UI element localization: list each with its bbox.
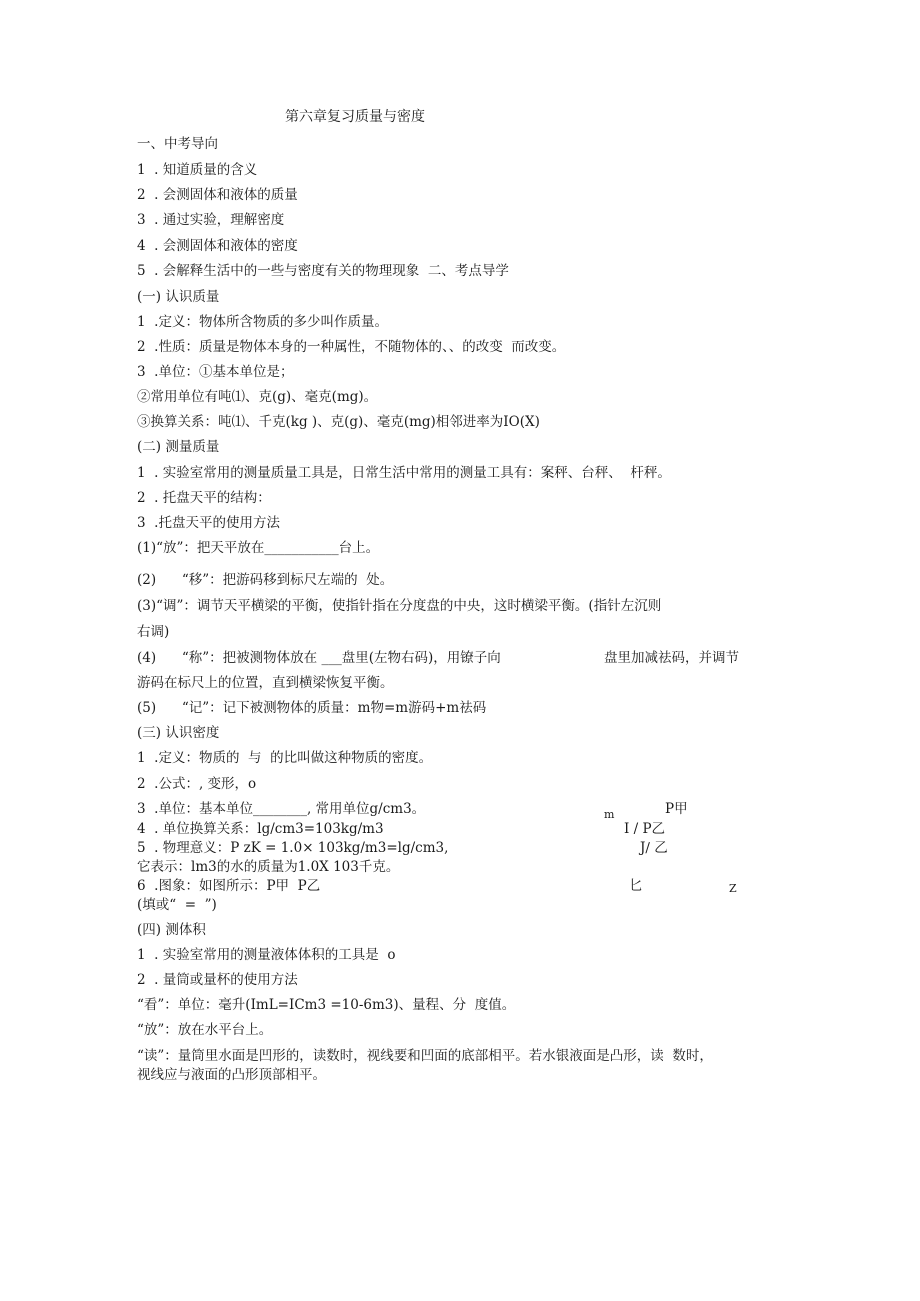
text-line: 4 . 单位换算关系：lg/cm3=103kg/m3 (137, 821, 384, 837)
text-line: “放”：放在水平台上。 (137, 1022, 273, 1038)
text-line: (1)“放”：把天平放在___________台上。 (137, 540, 380, 556)
graph-label-p-yi: I / P乙 (624, 821, 666, 837)
text-line: (填或“ = ”) (137, 897, 217, 913)
section-heading: (一) 认识质量 (137, 289, 220, 305)
text-line: (2) “移”：把游码移到标尺左端的 处。 (137, 572, 394, 588)
section-heading: (三) 认识密度 (137, 725, 220, 741)
text-line: 1 .定义：物质的 与 的比叫做这种物质的密度。 (137, 750, 433, 766)
text-line: 一、中考导向 (137, 136, 218, 152)
text-line: 1 . 实验室常用的测量液体体积的工具是 o (137, 947, 396, 963)
graph-label-p-jia: P甲 (665, 801, 688, 817)
text-line: 5 . 物理意义：P zK = 1.0× 103kg/m3=lg/cm3, (137, 840, 449, 856)
graph-label-line-yi: J∕ 乙 (640, 840, 668, 856)
text-line: 1 . 实验室常用的测量质量工具是，日常生活中常用的测量工具有：案秤、台秤、 杆秤。 (137, 465, 671, 481)
text-line: 3 .托盘天平的使用方法 (137, 515, 280, 531)
section-heading: (四) 测体积 (137, 922, 206, 938)
text-line: 3 . 通过实验，理解密度 (137, 212, 285, 228)
text-line: 6 .图象：如图所示：P甲 P乙 (137, 878, 321, 894)
page-title: 第六章复习质量与密度 (285, 109, 425, 125)
text-line: ③换算关系：吨⑴、千克(kg )、克(g)、毫克(mg)相邻进率为IO(X) (137, 414, 540, 430)
text-line: 5 . 会解释生活中的一些与密度有关的物理现象 二、考点导学 (137, 263, 509, 279)
text-line: 视线应与液面的凸形顶部相平。 (137, 1067, 326, 1083)
text-line: 它表示：lm3的水的质量为1.0X 103千克。 (137, 859, 400, 875)
text-line: 游码在标尺上的位置，直到横梁恢复平衡。 (137, 675, 394, 691)
text-line: 2 . 托盘天平的结构： (137, 490, 271, 506)
text-line: 右调) (137, 624, 170, 640)
text-line: (4) “称”：把被测物体放在 ___盘里(左物右码)，用镣子向 (137, 650, 501, 666)
graph-label-bi: 匕 (629, 878, 643, 894)
text-line: 盘里加减祛码，并调节 (604, 650, 739, 666)
text-line: 1 .定义：物体所含物质的多少叫作质量。 (137, 314, 388, 330)
graph-label-z: Z (729, 882, 737, 895)
text-line: “看”：单位：毫升(ImL=ICm3 =10-6m3)、量程、分 度值。 (137, 997, 516, 1013)
section-heading: (二) 测量质量 (137, 439, 220, 455)
text-line: 3 .单位：基本单位________, 常用单位g/cm3。 (137, 801, 426, 817)
text-line: ②常用单位有吨⑴、克(g)、毫克(mg)。 (137, 389, 378, 405)
text-line: 2 . 会测固体和液体的质量 (137, 187, 298, 203)
text-line: 3 .单位：①基本单位是； (137, 364, 294, 380)
text-line: 2 . 量筒或量杯的使用方法 (137, 972, 298, 988)
text-line: 1 . 知道质量的含义 (137, 162, 258, 178)
text-line: (5) “记”：记下被测物体的质量：m物=m游码+m祛码 (137, 700, 487, 716)
text-line: 4 . 会测固体和液体的密度 (137, 238, 298, 254)
text-line: (3)“调”：调节天平横梁的平衡，使指针指在分度盘的中央，这时横梁平衡。(指针左沉则 (137, 598, 662, 614)
text-line: “读”：量筒里水面是凹形的，读数时，视线要和凹面的底部相平。若水银液面是凸形，读 数时， (137, 1048, 713, 1064)
graph-label-m: m (604, 808, 615, 821)
text-line: 2 .性质：质量是物体本身的一种属性，不随物体的、、的改变 而改变。 (137, 339, 566, 355)
text-line: 2 .公式：, 变形，o (137, 776, 257, 792)
